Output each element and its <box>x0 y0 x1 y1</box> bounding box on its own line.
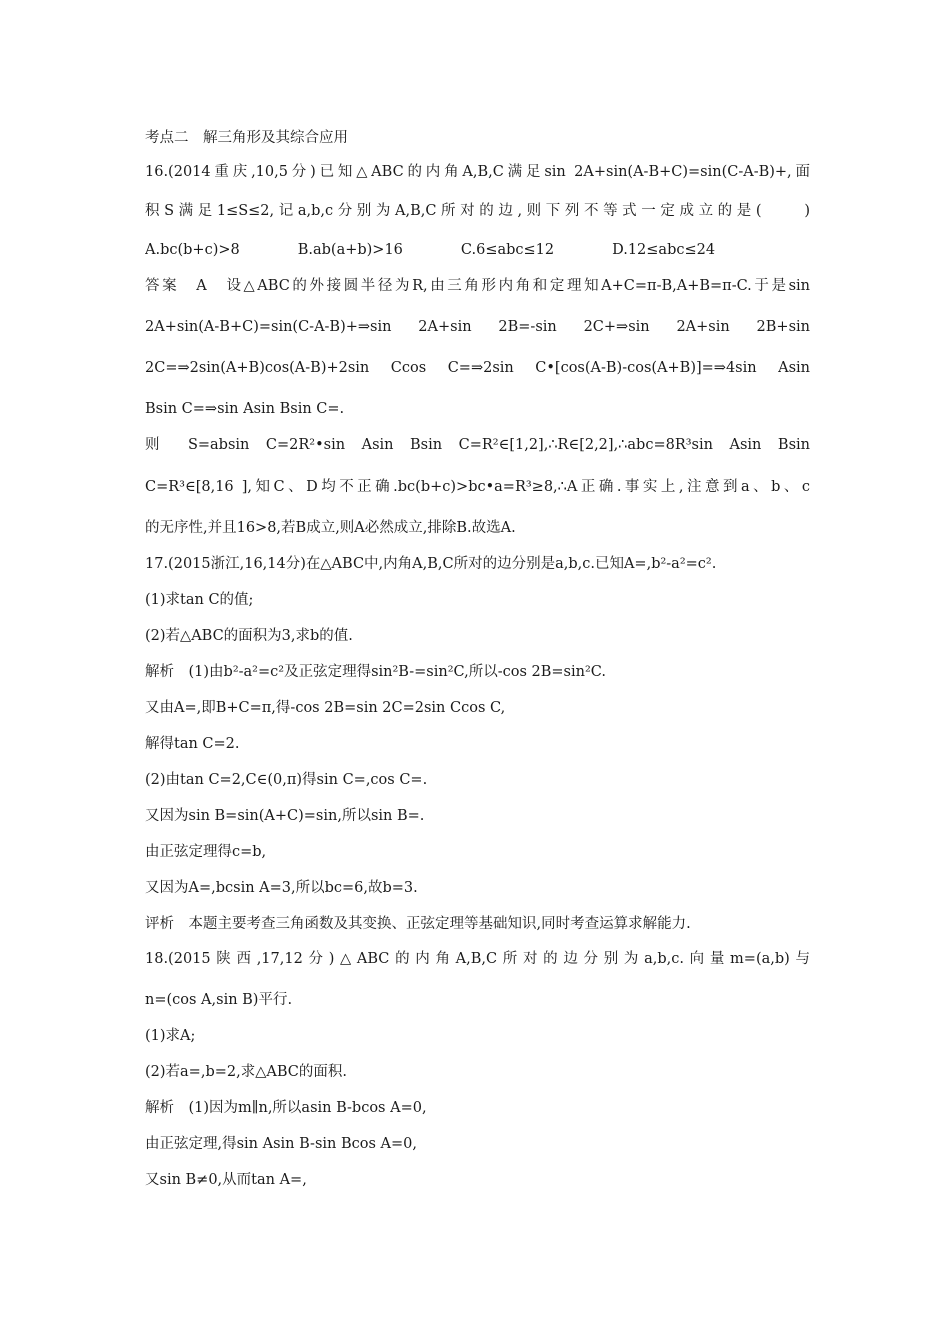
answer-16-line-1: 答案 A 设△ABC的外接圆半径为R,由三角形内角和定理知A+C=π-B,A+B=π-C.于是sin <box>145 278 810 294</box>
problem-18-line-2: n=(cos A,sin B)平行. <box>145 992 293 1008</box>
solution-17-line-1: 解析 (1)由b²-a²=c²及正弦定理得sin²B-=sin²C,所以-cos 2B=sin²C. <box>145 664 606 680</box>
problem-18-part-2: (2)若a=,b=2,求△ABC的面积. <box>145 1064 347 1080</box>
answer-16-line-5: 则 S=absin C=2R²•sin Asin Bsin C=R²∈[1,2],∴R∈[2,2],∴abc=8R³sin Asin Bsin <box>145 437 810 453</box>
answer-16-line-4: Bsin C=⇒sin Asin Bsin C=. <box>145 401 345 417</box>
answer-16-line-7: 的无序性,并且16>8,若B成立,则A必然成立,排除B.故选A. <box>145 520 516 536</box>
problem-16-line-1: 16.(2014重庆,10,5分)已知△ABC的内角A,B,C满足sin 2A+sin(A-B+C)=sin(C-A-B)+,面 <box>145 164 810 180</box>
solution-18-line-1: 解析 (1)因为m∥n,所以asin B-bcos A=0, <box>145 1100 427 1116</box>
answer-16-line-2: 2A+sin(A-B+C)=sin(C-A-B)+⇒sin 2A+sin 2B=-sin 2C+⇒sin 2A+sin 2B+sin <box>145 319 810 335</box>
problem-16-line-2: 积S满足1≤S≤2,记a,b,c分别为A,B,C所对的边,则下列不等式一定成立的是( ) <box>145 203 810 219</box>
section-title: 考点二 解三角形及其综合应用 <box>145 130 348 146</box>
solution-18-line-2: 由正弦定理,得sin Asin B-sin Bcos A=0, <box>145 1136 417 1152</box>
solution-17-line-6: 由正弦定理得c=b, <box>145 844 267 860</box>
problem-17-stem: 17.(2015浙江,16,14分)在△ABC中,内角A,B,C所对的边分别是a,b,c.已知A=,b²-a²=c². <box>145 556 717 572</box>
comment-17: 评析 本题主要考查三角函数及其变换、正弦定理等基础知识,同时考查运算求解能力. <box>145 916 691 932</box>
problem-18-line-1: 18.(2015陕西,17,12分)△ABC的内角A,B,C所对的边分别为a,b,c.向量m=(a,b)与 <box>145 951 810 967</box>
problem-17-part-2: (2)若△ABC的面积为3,求b的值. <box>145 628 353 644</box>
solution-17-line-7: 又因为A=,bcsin A=3,所以bc=6,故b=3. <box>145 880 418 896</box>
solution-18-line-3: 又sin B≠0,从而tan A=, <box>145 1172 307 1188</box>
problem-18-part-1: (1)求A; <box>145 1028 196 1044</box>
solution-17-line-5: 又因为sin B=sin(A+C)=sin,所以sin B=. <box>145 808 425 824</box>
problem-17-part-1: (1)求tan C的值; <box>145 592 254 608</box>
solution-17-line-2: 又由A=,即B+C=π,得-cos 2B=sin 2C=2sin Ccos C, <box>145 700 506 716</box>
answer-16-line-6: C=R³∈[8,16 ],知C、D均不正确.bc(b+c)>bc•a=R³≥8,∴A正确.事实上,注意到a、b、c <box>145 479 810 495</box>
problem-16-options: A.bc(b+c)>8 B.ab(a+b)>16 C.6≤abc≤12 D.12≤abc≤24 <box>145 242 716 258</box>
answer-16-line-3: 2C=⇒2sin(A+B)cos(A-B)+2sin Ccos C=⇒2sin C•[cos(A-B)-cos(A+B)]=⇒4sin Asin <box>145 360 810 376</box>
solution-17-line-3: 解得tan C=2. <box>145 736 240 752</box>
solution-17-line-4: (2)由tan C=2,C∈(0,π)得sin C=,cos C=. <box>145 772 428 788</box>
